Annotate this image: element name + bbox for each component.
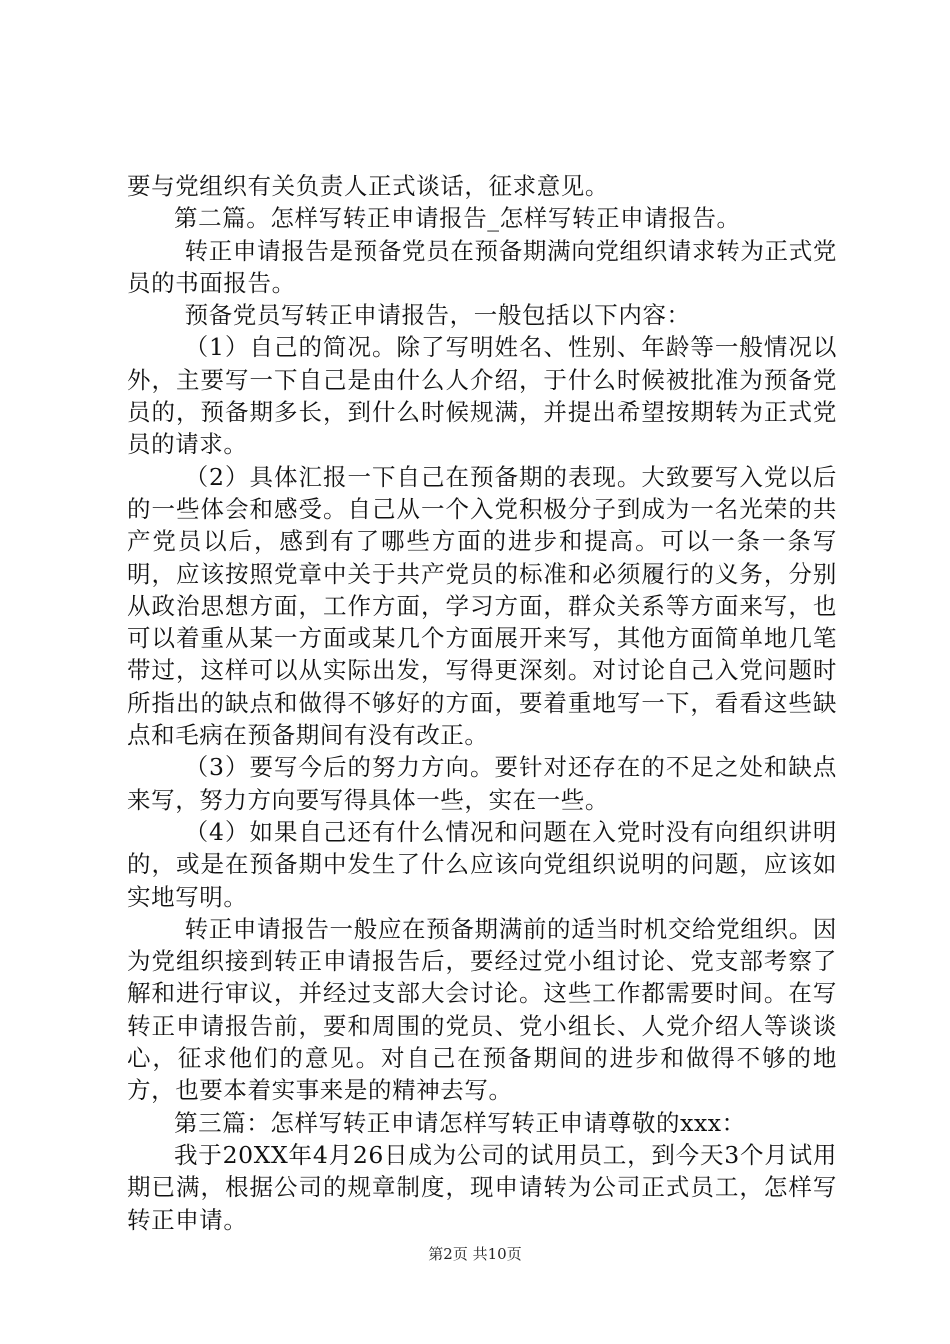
list-item-1: （1）自己的简况。除了写明姓名、性别、年龄等一般情况以外，主要写一下自己是由什么人介绍，于什么时候被批准为预备党员的，预备期多长，到什么时候规满，并提出希望按期转为正式党员的请求。 (127, 333, 837, 459)
list-item-4: （4）如果自己还有什么情况和问题在入党时没有向组织讲明的，或是在预备期中发生了什么应该向党组织说明的问题，应该如实地写明。 (127, 817, 837, 911)
section-heading-3: 第三篇：怎样写转正申请怎样写转正申请尊敬的xxx： (174, 1108, 746, 1137)
list-item-2: （2）具体汇报一下自己在预备期的表现。大致要写入党以后的一些体会和感受。自己从一个入党积极分子到成为一名光荣的共产党员以后，感到有了哪些方面的进步和提高。可以一条一条写明，应该按照党章中关于共产党员的标准和必须履行的义务，分别从政治思想方面，工作方面，学习方面，群众关系等方面来写，也可以着重从某一方面或某几个方面展开来写，其他方面简单地几笔带过，这样可以从实际出发，写得更深刻。对讨论自己入党问题时所指出的缺点和做得不够好的方面，要着重地写一下，看看这些缺点和毛病在预备期间有没有改正。 (127, 462, 837, 750)
paragraph-definition: 转正申请报告是预备党员在预备期满向党组织请求转为正式党员的书面报告。 (127, 236, 837, 297)
paragraph-continuation: 要与党组织有关负责人正式谈话，征求意见。 (127, 172, 609, 200)
paragraph-timing: 转正申请报告一般应在预备期满前的适当时机交给党组织。因为党组织接到转正申请报告后，要经过党小组讨论、党支部考察了解和进行审议，并经过支部大会讨论。这些工作都需要时间。在写转正申请报告前，要和周围的党员、党小组长、人党介绍人等谈谈心，征求他们的意见。对自己在预备期间的进步和做得不够的地方，也要本着实事来是的精神去写。 (127, 914, 837, 1105)
document-body (127, 170, 837, 1236)
list-item-3: （3）要写今后的努力方向。要针对还存在的不足之处和缺点来写，努力方向要写得具体一些，实在一些。 (127, 753, 837, 814)
paragraph-employee-application: 我于20XX年4月26日成为公司的试用员工，到今天3个月试用期已满，根据公司的规章制度，现申请转为公司正式员工，怎样写转正申请。 (127, 1140, 837, 1234)
section-heading-2: 第二篇。怎样写转正申请报告_怎样写转正申请报告。 (174, 204, 741, 233)
paragraph-contents-intro: 预备党员写转正申请报告，一般包括以下内容： (184, 301, 691, 330)
page-number-footer: 第2页 共10页 (428, 1245, 522, 1263)
